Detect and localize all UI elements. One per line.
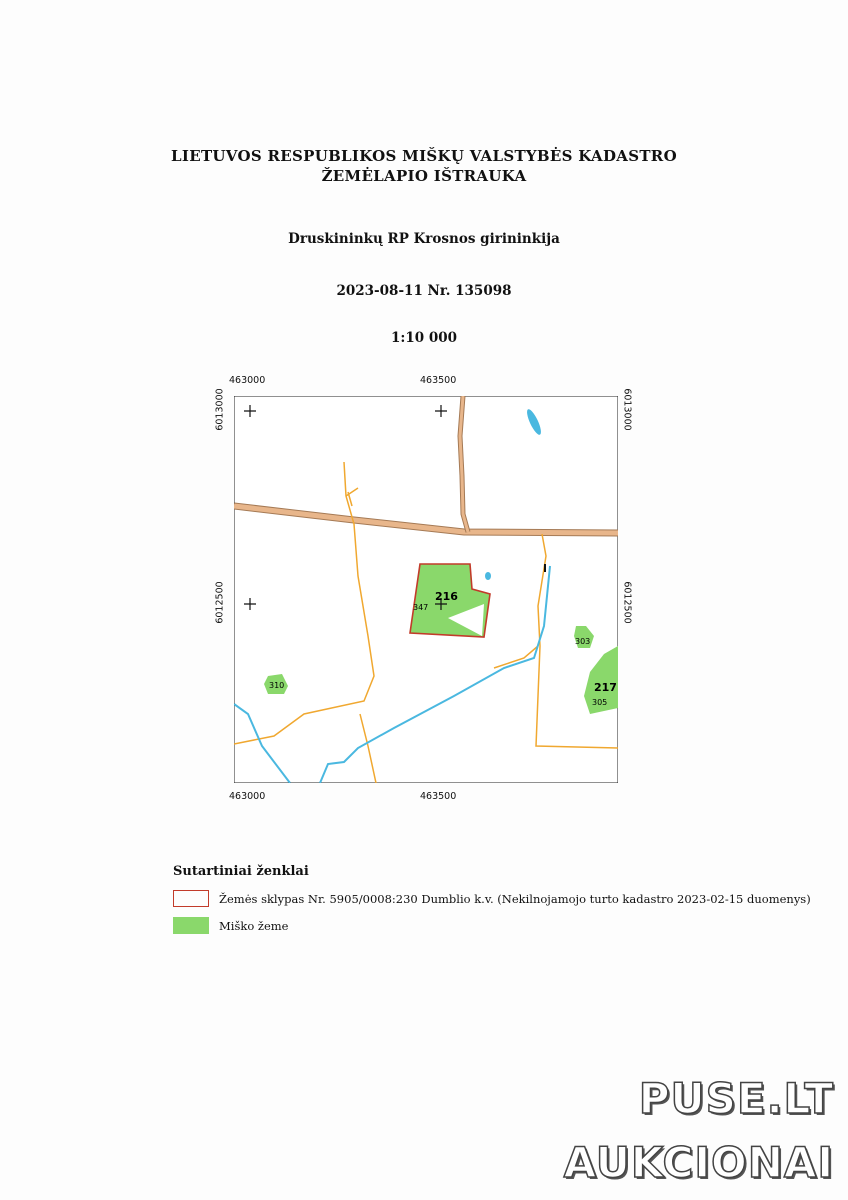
- legend-row-forest: [173, 917, 288, 934]
- label-303: 303: [575, 637, 591, 646]
- legend-label-parcel: Žemės sklypas Nr. 5905/0008:230 Dumblio k.v. (Nekilnojamojo turto kadastro 2023-02-15 duomenys): [219, 891, 811, 906]
- northing-label-left-6013000: 6013000: [214, 388, 226, 431]
- label-216: 216: [435, 590, 458, 603]
- legend-row-parcel: [173, 890, 811, 907]
- legend-swatch-forest: [173, 917, 209, 934]
- label-217: 217: [594, 681, 617, 694]
- pond-small: [485, 572, 491, 580]
- legend-title: Sutartiniai ženklai: [173, 864, 309, 879]
- easting-label-bottom-463500: 463500: [420, 791, 457, 802]
- document-title-line2: ŽEMĖLAPIO IŠTRAUKA: [321, 167, 527, 185]
- document-title-line1: LIETUVOS RESPUBLIKOS MIŠKŲ VALSTYBĖS KADASTRO: [171, 147, 677, 165]
- label-310: 310: [269, 681, 285, 690]
- date-number: 2023-08-11 Nr. 135098: [336, 283, 512, 299]
- label-347: 347: [413, 603, 429, 612]
- easting-label-top-463000: 463000: [229, 375, 266, 386]
- easting-label-bottom-463000: 463000: [229, 791, 266, 802]
- watermark-line2: AUKCIONAI: [563, 1138, 834, 1187]
- northing-label-right-6012500: 6012500: [621, 581, 633, 624]
- easting-label-top-463500: 463500: [420, 375, 457, 386]
- legend-label-forest: Miško žeme: [219, 918, 289, 933]
- map-scale: 1:10 000: [390, 330, 458, 346]
- watermark-line1: PUSE.LT: [638, 1074, 834, 1123]
- northing-label-left-6012500: 6012500: [214, 581, 226, 624]
- label-305: 305: [592, 698, 608, 707]
- cadastre-map: [234, 396, 618, 783]
- district-name: Druskininkų RP Krosnos girininkija: [288, 231, 560, 247]
- legend-swatch-parcel: [173, 890, 209, 907]
- northing-label-right-6013000: 6013000: [621, 388, 633, 431]
